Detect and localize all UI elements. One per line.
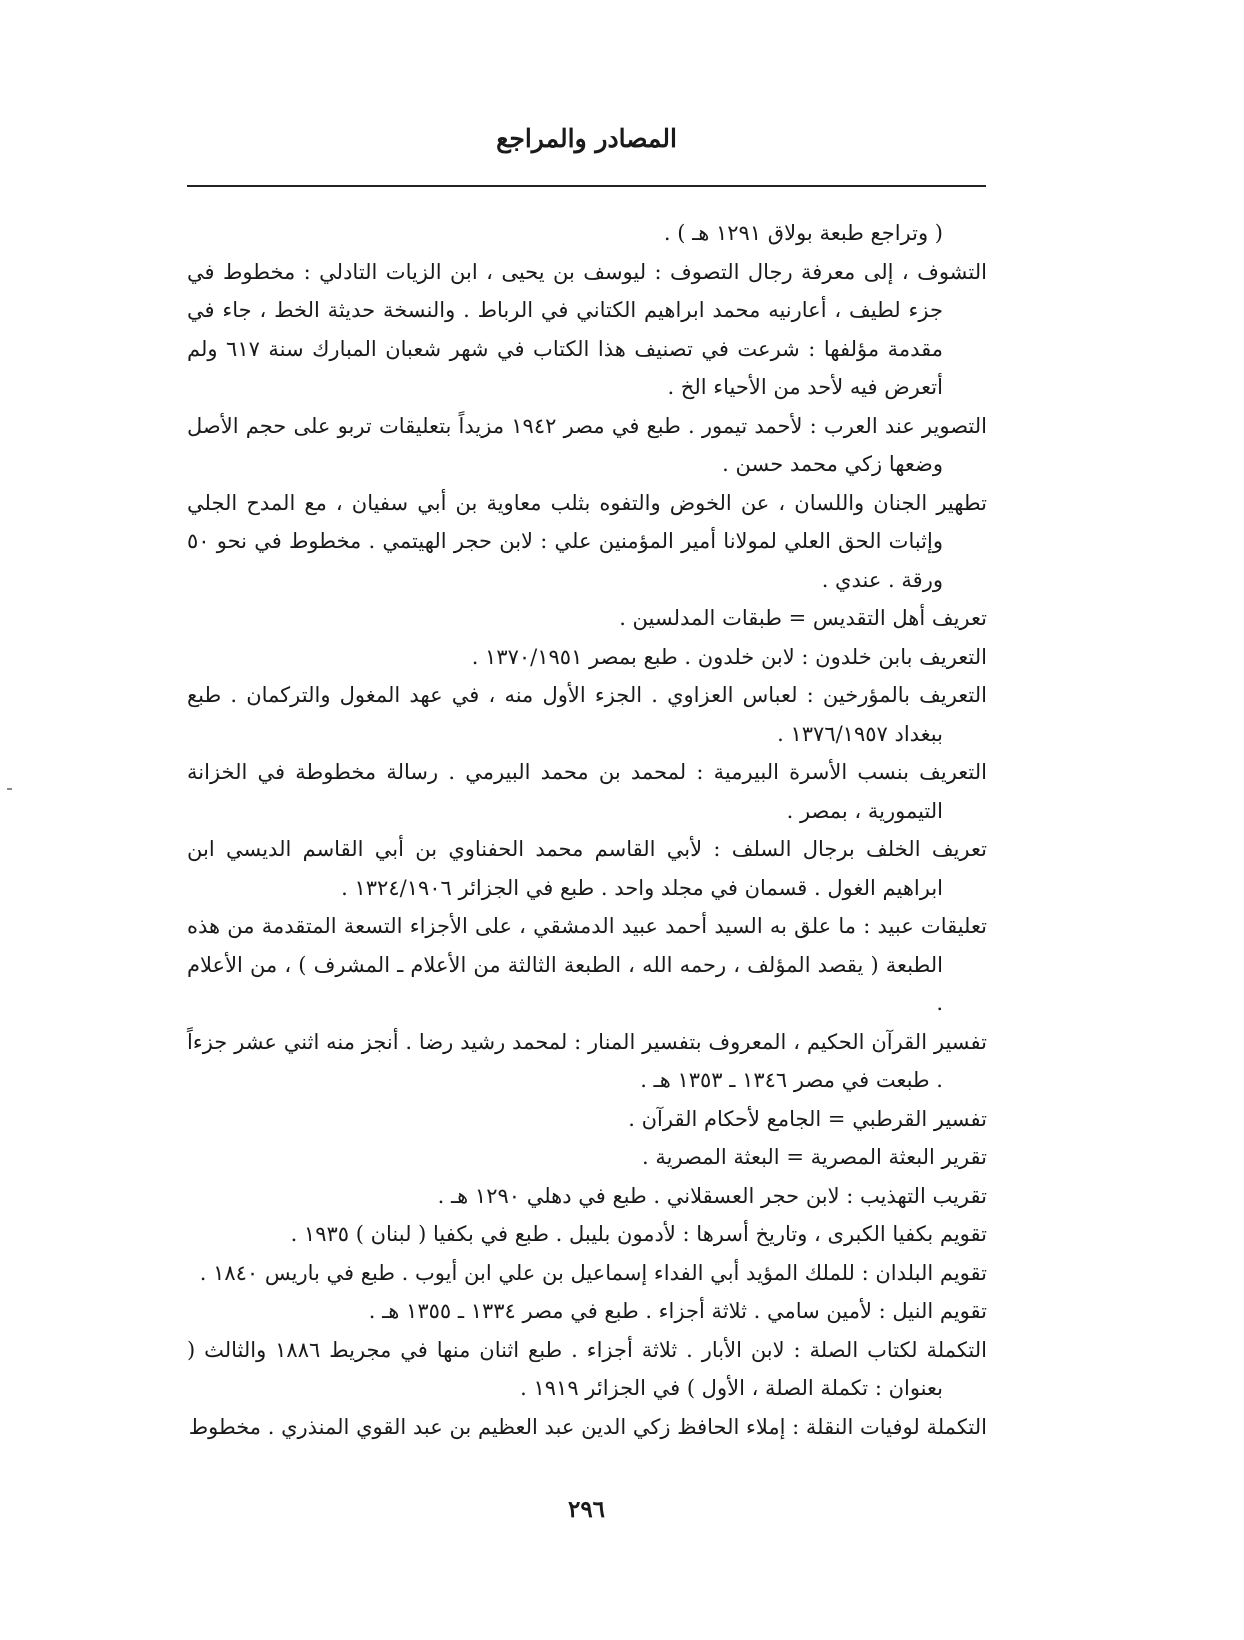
bibliography-entry: تعليقات عبيد : ما علق به السيد أحمد عبيد الدمشقي ، على الأجزاء التسعة المتقدمة من هذه الطبعة ( يقصد المؤلف ، رحمه الله ، الطبعة الثالثة من الأعلام ـ المشرف ) ، من الأعلام .: [187, 914, 987, 1015]
bibliography-entry: ( وتراجع طبعة بولاق ١٢٩١ هـ ) .: [663, 221, 943, 245]
bibliography-entry: تقويم النيل : لأمين سامي . ثلاثة أجزاء . طبع في مصر ١٣٣٤ ـ ١٣٥٥ هـ .: [368, 1299, 987, 1323]
bibliography-entry: التشوف ، إلى معرفة رجال التصوف : ليوسف بن يحيى ، ابن الزيات التادلي : مخطوط في جزء لطيف ، أعارنيه محمد ابراهيم الكتاني في الرباط . والنسخة حديثة الخط ، جاء في مقدمة مؤلفها : شرعت في تصنيف هذا الكتاب في شهر شعبان المبارك سنة ٦١٧ ولم أتعرض فيه لأحد من الأحياء الخ .: [187, 259, 987, 399]
bibliography-entry: التعريف بالمؤرخين : لعباس العزاوي . الجزء الأول منه ، في عهد المغول والتركمان . طبع ببغداد ١٣٧٦/١٩٥٧ .: [187, 683, 987, 746]
bibliography-entry: التعريف بنسب الأسرة البيرمية : لمحمد بن محمد البيرمي . رسالة مخطوطة في الخزانة التيمورية ، بمصر .: [187, 760, 987, 823]
page-number: ٢٩٦: [567, 1496, 606, 1523]
bibliography-entry: تقريب التهذيب : لابن حجر العسقلاني . طبع في دهلي ١٢٩٠ هـ .: [437, 1183, 987, 1208]
bibliography-entry: تقويم بكفيا الكبرى ، وتاريخ أسرها : لأدمون بليبل . طبع في بكفيا ( لبنان ) ١٩٣٥ .: [290, 1222, 987, 1246]
bibliography-entry: تقرير البعثة المصرية = البعثة المصرية .: [642, 1145, 987, 1169]
bibliography-entry: التصوير عند العرب : لأحمد تيمور . طبع في مصر ١٩٤٢ مزيداً بتعليقات تربو على حجم الأصل وضعها زكي محمد حسن .: [187, 413, 987, 476]
header-rule: [187, 185, 986, 187]
bibliography-entry: تفسير القرطبي = الجامع لأحكام القرآن .: [628, 1106, 987, 1131]
bibliography-entry: التكملة لكتاب الصلة : لابن الأبار . ثلاثة أجزاء . طبع اثنان منها في مجريط ١٨٨٦ والثالث ( بعنوان : تكملة الصلة ، الأول ) في الجزائر ١٩١٩ .: [187, 1337, 988, 1400]
bibliography-entry: التكملة لوفيات النقلة : إملاء الحافظ زكي الدين عبد العظيم بن عبد القوي المنذري . مخطوط: [188, 1414, 987, 1439]
bibliography-entry: تعريف الخلف برجال السلف : لأبي القاسم محمد الحفناوي بن أبي القاسم الديسي ابن ابراهيم الغول . قسمان في مجلد واحد . طبع في الجزائر ١٣٢٤/١٩٠٦ .: [187, 837, 987, 900]
bibliography-entry: التعريف بابن خلدون : لابن خلدون . طبع بمصر ١٣٧٠/١٩٥١ .: [471, 644, 987, 669]
bibliography-entry: تفسير القرآن الحكيم ، المعروف بتفسير المنار : لمحمد رشيد رضا . أنجز منه اثني عشر جزءاً . طبعت في مصر ١٣٤٦ ـ ١٣٥٣ هـ .: [187, 1029, 987, 1092]
bibliography-entry: تطهير الجنان واللسان ، عن الخوض والتفوه بثلب معاوية بن أبي سفيان ، مع المدح الجلي وإثبات الحق العلي لمولانا أمير المؤمنين علي : لابن حجر الهيتمي . مخطوط في نحو ٥٠ ورقة . عندي .: [187, 490, 987, 592]
bibliography-entry: تعريف أهل التقديس = طبقات المدلسين .: [619, 606, 987, 630]
bibliography-entry: تقويم البلدان : للملك المؤيد أبي الفداء إسماعيل بن علي ابن أيوب . طبع في باريس ١٨٤٠ .: [199, 1260, 987, 1285]
scan-edge-mark: [7, 788, 12, 790]
bibliography-list: [187, 214, 987, 1446]
running-header: المصادر والمراجع: [496, 124, 677, 153]
